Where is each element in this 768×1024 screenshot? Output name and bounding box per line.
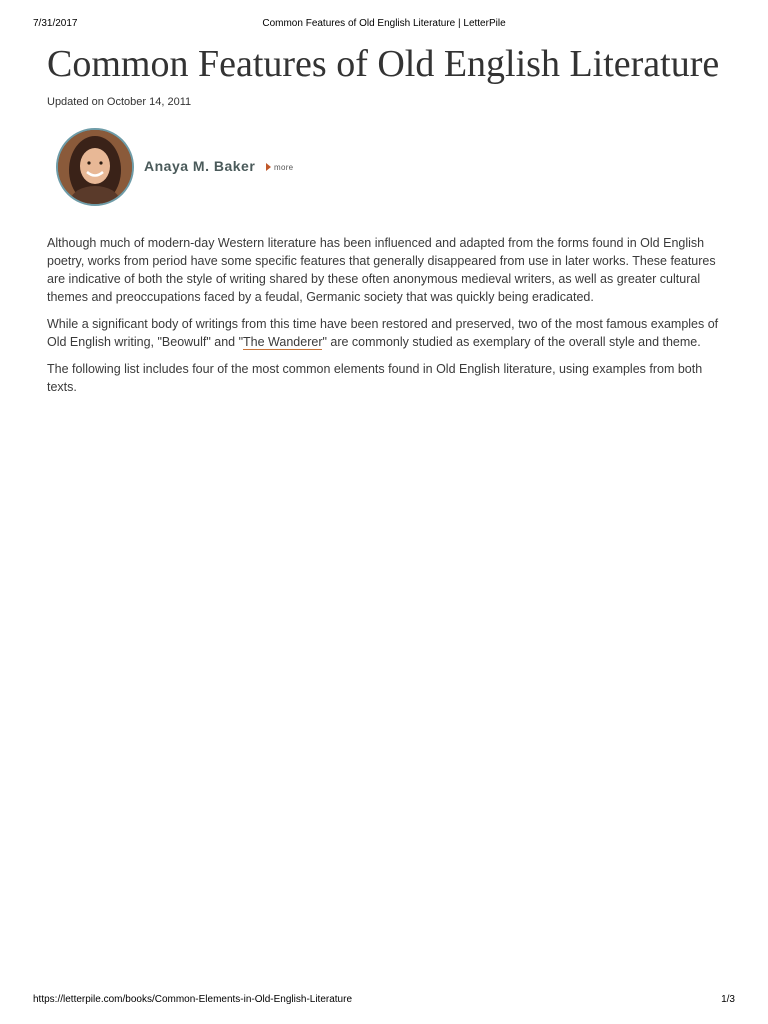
author-block xyxy=(47,128,727,208)
print-header xyxy=(33,18,735,30)
avatar[interactable] xyxy=(56,128,134,206)
print-date: 7/31/2017 xyxy=(33,18,78,29)
article xyxy=(47,44,727,405)
print-url: https://letterpile.com/books/Common-Elements-in-Old-English-Literature xyxy=(33,994,353,1005)
avatar-portrait-icon xyxy=(58,130,132,204)
print-page-number: 1/3 xyxy=(721,994,735,1005)
more-link[interactable]: more xyxy=(266,163,293,172)
author-name[interactable]: Anaya M. Baker xyxy=(144,158,256,174)
paragraph-1: Although much of modern-day Western literature has been influenced and adapted from the forms found in Old English poetry, works from period have some specific features that generally disappeared from use in later works. These features are indicative of both the style of writing shared by these often anonymous medieval writers, as well as greater cultural themes and preoccupations faced by a feudal, Germanic society that was quickly being eradicated. xyxy=(47,236,716,304)
print-footer xyxy=(33,994,735,1006)
updated-date: Updated on October 14, 2011 xyxy=(47,96,192,108)
article-title: Common Features of Old English Literature xyxy=(47,43,720,85)
print-page-title: Common Features of Old English Literature | LetterPile xyxy=(262,18,506,29)
paragraph-3: The following list includes four of the most common elements found in Old English literature, using examples from both texts. xyxy=(47,362,703,394)
paragraph-2: While a significant body of writings from this time have been restored and preserved, two of the most famous examples of Old English writing, "Beowulf" and "The Wanderer" are commonly studied as exemplary of the overall style and theme. xyxy=(47,317,719,349)
article-body xyxy=(47,234,727,396)
the-wanderer-link[interactable]: The Wanderer xyxy=(243,335,323,349)
chevron-right-icon xyxy=(266,163,271,171)
